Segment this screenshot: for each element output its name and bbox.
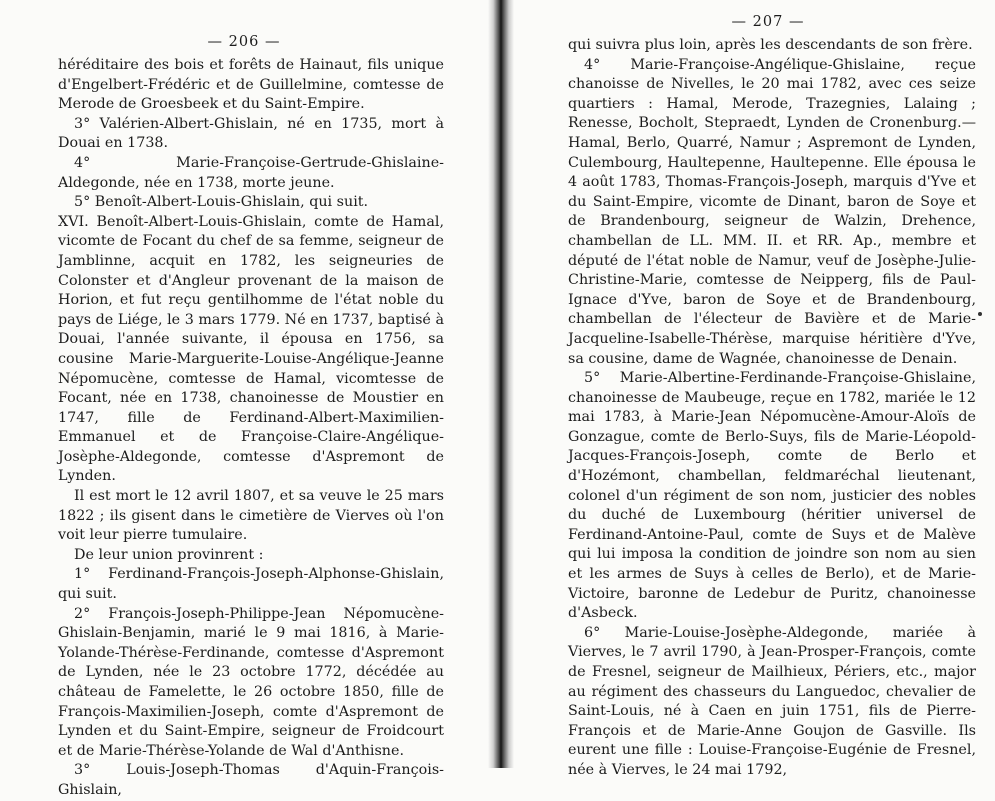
right-page-text — [568, 36, 976, 781]
left-page-text — [58, 56, 444, 801]
paragraph: 5° Benoît-Albert-Louis-Ghislain, qui suit. — [74, 194, 369, 211]
paragraph: De leur union provinrent : — [74, 546, 264, 563]
paragraph: 1° Ferdinand-François-Joseph-Alphonse-Ghislain, qui suit. — [58, 566, 444, 603]
paragraph: 3° Valérien-Albert-Ghislain, né en 1735, mort à Douai en 1738. — [58, 115, 444, 152]
paragraph: qui suivra plus loin, après les descendants de son frère. — [568, 37, 973, 53]
paragraph: 4° Marie-Françoise-Gertrude-Ghislaine-Aldegonde, née en 1738, morte jeune. — [58, 154, 444, 191]
paragraph: 4° Marie-Françoise-Angélique-Ghislaine, reçue chanoisse de Nivelles, le 20 mai 1782, avec ces seize quartiers : Hamal, Merode, Trazegnies, Lalaing ; Renesse, Bocholt, Stepraedt, Lynden de Cronenburg.— Hamal, Berlo, Quarré, Namur ; Aspremont de Lynden, Culembourg, Haultepenne, Haultepenne. Elle épousa le 4 août 1783, Thomas-François-Joseph, marquis d'Yve et du Saint-Empire, vicomte de Dinant, baron de Soye et de Brandenbourg, seigneur de Walzin, Drehence, chambellan de LL. MM. II. et RR. Ap., membre et député de l'état noble de Namur, veuf de Josèphe-Julie-Christine-Marie, comtesse de Neipperg, fils de Paul-Ignace d'Yve, baron de Soye et de Brandenbourg, chambellan de l'électeur de Bavière et de Marie-Jacqueline-Isabelle-Thérèse, marquise héritière d'Yve, sa cousine, dame de Wagnée, chanoinesse de Denain. — [568, 56, 976, 367]
left-page — [0, 0, 490, 798]
paragraph: 3° Louis-Joseph-Thomas d'Aquin-François-Ghislain, — [58, 762, 444, 798]
book-gutter — [488, 0, 514, 768]
paragraph: héréditaire des bois et forêts de Hainaut, fils unique d'Engelbert-Frédéric et de Guillelmine, comtesse de Merode de Groesbeek et du Saint-Empire. — [58, 57, 444, 113]
page-number-left: — 206 — — [207, 34, 281, 50]
paragraph: Il est mort le 12 avril 1807, et sa veuve le 25 mars 1822 ; ils gisent dans le cimetière de Vierves où l'on voit leur pierre tumulaire. — [58, 488, 444, 544]
paragraph: XVI. Benoît-Albert-Louis-Ghislain, comte de Hamal, vicomte de Focant du chef de sa femme, seigneur de Jamblinne, acquit en 1782, les seigneuries de Colonster et d'Angleur provenant de la maison de Horion, et fut reçu gentilhomme de l'état noble du pays de Liége, le 3 mars 1779. Né en 1737, baptisé à Douai, l'année suivante, il épousa en 1756, sa cousine Marie-Marguerite-Louise-Angélique-Jeanne Népomucène, comtesse de Hamal, vicomtesse de Focant, née en 1738, chanoinesse de Moustier en 1747, fille de Ferdinand-Albert-Maximilien-Emmanuel et de Françoise-Claire-Angélique-Josèphe-Aldegonde, comtesse d'Aspremont de Lynden. — [58, 213, 444, 485]
page-number-right: — 207 — — [731, 14, 805, 30]
right-page — [512, 0, 995, 778]
ink-speck — [978, 312, 982, 316]
paragraph: 2° François-Joseph-Philippe-Jean Népomucène-Ghislain-Benjamin, marié le 9 mai 1816, à Marie-Yolande-Thérèse-Ferdinande, comtesse d'Aspremont de Lynden, née le 23 octobre 1772, décédée au château de Famelette, le 26 octobre 1850, fille de François-Maximilien-Joseph, comte d'Aspremont de Lynden et du Saint-Empire, seigneur de Froidcourt et de Marie-Thérèse-Yolande de Wal d'Anthisne. — [58, 605, 444, 759]
paragraph: 6° Marie-Louise-Josèphe-Aldegonde, mariée à Vierves, le 7 avril 1790, à Jean-Prosper-François, comte de Fresnel, seigneur de Mailhieux, Périers, etc., major au régiment des chasseurs du Languedoc, chevalier de Saint-Louis, né à Caen en juin 1751, fils de Pierre-François et de Marie-Anne Goujon de Gasville. Ils eurent une fille : Louise-Françoise-Eugénie de Fresnel, née à Vierves, le 24 mai 1792, — [568, 624, 976, 778]
paragraph: 5° Marie-Albertine-Ferdinande-Françoise-Ghislaine, chanoinesse de Maubeuge, reçue en 1782, mariée le 12 mai 1783, à Marie-Jean Népomucène-Amour-Aloïs de Gonzague, comte de Berlo-Suys, fils de Marie-Léopold-Jacques-François-Joseph, comte de Berlo et d'Hozémont, chambellan, feldmaréchal lieutenant, colonel d'un régiment de son nom, justicier des nobles du duché de Luxembourg (héritier universel de Ferdinand-Antoine-Paul, comte de Suys et de Malève qui lui imposa la condition de joindre son nom au sien et les armes de Suys à celles de Berlo), et de Marie-Victoire, baronne de Ledebur de Puritz, chanoinesse d'Asbeck. — [568, 370, 976, 622]
